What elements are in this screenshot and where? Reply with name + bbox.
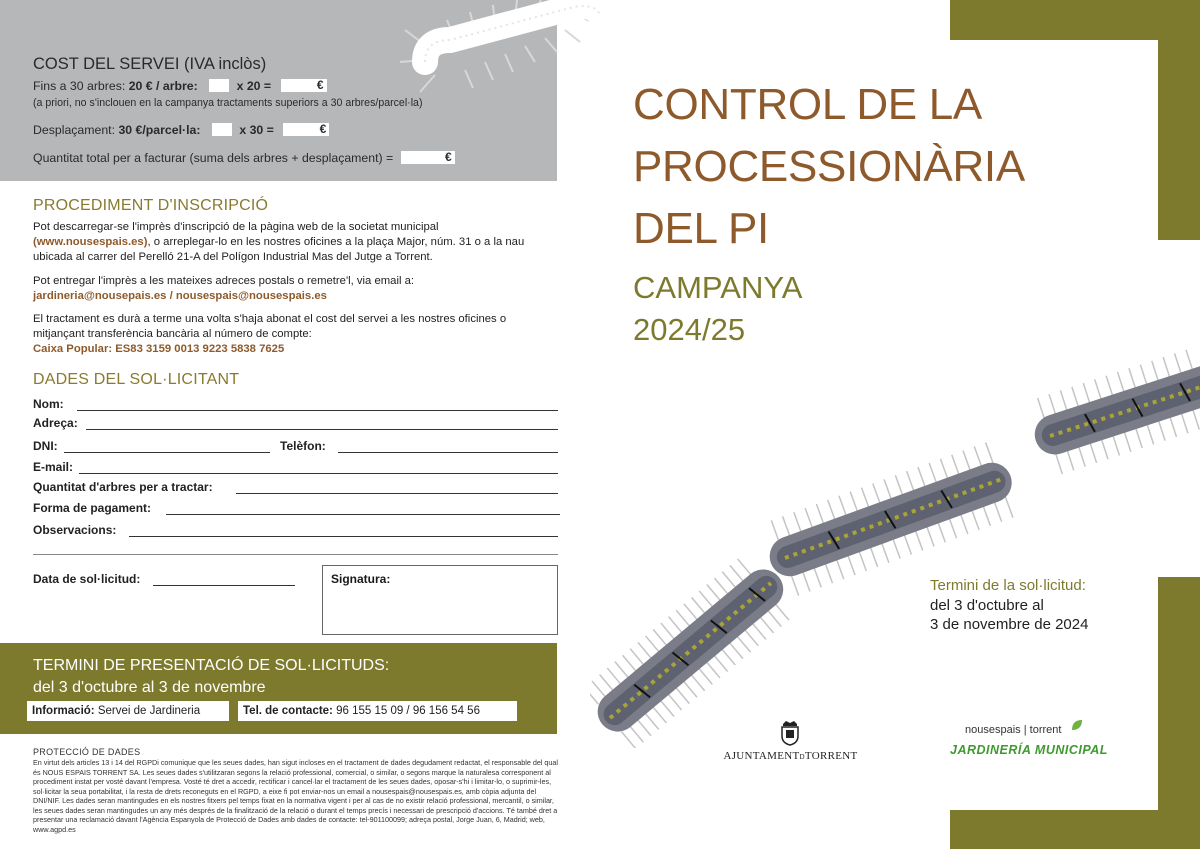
website-link[interactable]: (www.nousespais.es) [33,236,148,248]
ajuntament-logo [718,720,863,764]
quantitat-field[interactable] [236,493,558,494]
data-label: Data de sol·licitud: [33,572,141,586]
tel-box [238,701,517,721]
nousespais-wordmark [965,724,1061,736]
nousespais-logo [950,718,1110,768]
grand-total-field[interactable]: € [401,151,455,164]
cost-travel-price: 30 €/parcel·la: [118,123,201,137]
main-title-line1: CONTROL DE LA [633,80,982,129]
olive-frame-top [950,0,1200,40]
form-divider [33,554,558,555]
coat-of-arms-icon [780,720,800,746]
info-value: Servei de Jardineria [94,705,201,717]
nousespais-name: nousespais [965,724,1021,736]
cost-line-total [33,151,455,165]
observacions-field[interactable] [129,536,558,537]
tel-label: Tel. de contacte: [243,705,333,717]
signatura-label: Signatura: [331,572,391,586]
nousespais-city: torrent [1029,724,1062,736]
campanya-year: 2024/25 [633,312,746,347]
cost-title: COST DEL SERVEI (IVA inclòs) [33,55,267,73]
tel-value: 96 155 15 09 / 96 156 54 56 [332,705,480,717]
travel-total-field[interactable]: € [283,123,329,136]
cost-travel-label: Desplaçament: [33,123,119,137]
quantitat-label: Quantitat d'arbres per a tractar: [33,480,213,494]
olive-frame-bottom [950,810,1200,849]
procediment-p3-text: El tractament es durà a terme una volta s'haja abonat el cost del servei a les nostres oficines o mitjançant transferència bancària al número de compte: [33,313,507,340]
cost-trees-label: Fins a 30 arbres: [33,79,129,93]
data-field[interactable] [153,585,295,586]
cost-trees-price: 20 € / arbre: [128,79,198,93]
caterpillar-top-illustration [395,0,610,95]
dni-label: DNI: [33,439,58,453]
leaf-icon [1070,718,1084,732]
signatura-box[interactable] [322,565,558,635]
trees-count-field[interactable] [209,79,229,92]
cost-total-label: Quantitat total per a facturar (suma dels arbres + desplaçament) = [33,151,394,165]
adreca-field[interactable] [86,429,558,430]
procediment-p2 [33,274,558,304]
adreca-label: Adreça: [33,416,78,430]
info-label: Informació: [32,705,95,717]
telefon-label: Telèfon: [280,439,326,453]
main-title-line3: DEL PI [633,204,769,253]
olive-frame-top-side [1158,40,1200,240]
procediment-p1 [33,220,558,265]
cost-travel-mult: x 30 = [239,123,274,137]
campanya-label: CAMPANYA [633,270,803,305]
cost-trees-mult: x 20 = [236,79,272,93]
privacy-title: PROTECCIÓ DE DADES [33,747,141,757]
email-label: E-mail: [33,460,74,474]
procediment-p3 [33,312,558,357]
cost-note: (a priori, no s'inclouen en la campanya tractaments superiors a 30 arbres/parcel·la) [33,97,423,109]
jardineria-municipal: JARDINERÍA MUNICIPAL [950,743,1108,757]
parcels-count-field[interactable] [212,123,232,136]
caterpillar-illustration [590,318,1200,748]
ajuntament-word: AJUNTAMENT [723,750,800,762]
termini-band-dates: del 3 d'octubre al 3 de novembre [33,679,266,696]
nousespais-separator: | [1020,724,1030,736]
forma-label: Forma de pagament: [33,501,152,515]
observacions-label: Observacions: [33,523,117,537]
bank-account: Caixa Popular: ES83 3159 0013 9223 5838 7625 [33,343,285,355]
email-field[interactable] [79,473,558,474]
termini-cover-label: Termini de la sol·licitud: [930,577,1086,594]
trees-total-field[interactable]: € [281,79,327,92]
main-title-line2: PROCESSIONÀRIA [633,142,1025,191]
procediment-p2-text: Pot entregar l'imprès a les mateixes adreces postals o remetre'l, via email a: [33,275,415,287]
procediment-p1-text-b: , o arreplegar-lo en les nostres oficines a la plaça Major, núm. 31 o a la nau ubicada al carrer del Perelló 21-A del Polígon Industrial Mas del Jutge a Torrent. [33,236,525,263]
procediment-p1-text: Pot descarregar-se l'imprès d'inscripció de la pàgina web de la societat municipal [33,221,439,233]
ajuntament-label [718,750,863,762]
ajuntament-city: TORRENT [804,750,858,762]
cost-line-trees [33,79,327,93]
telefon-field[interactable] [338,452,558,453]
privacy-text: En virtut dels articles 13 i 14 del RGPDi comunique que les seues dades, han sigut incloses en el tractament de dades degudament redactat, el responsable del qual és NOUS ESPAIS TORRENT SA. Les seues dades s'utilitzaran segons la relació professional, comercial, o similar, o segons marque la naturalesa corresponent al procediment instat per vosté davant l'empresa. Vosté té dret a accedir, rectificar i cancel·lar el tractament de les seues dades, oposar-s'hi i limitar-lo, o suprimir-les, sol·licitar la seua portabilitat, i la resta de drets reconeguts en el RGPD, a eixe fi pot enviar-nos un email a nousespais@nousespais.es, amb còpia adjunta del DNI/NIF. Les dades seran mantingudes en els nostres fitxers pel temps fixat en la normativa vigent i per al cas de no existir relació professional, mercantil, o similar, les seues dades seran mantingudes un any més després de la finalització de la relació o durant el temps precís i necessari de prescripció d'accions. Té també dret a presentar una reclamació davant l'Agència Espanyola de Protecció de Dades amb dades de contacte: tel-901100099; adreça postal, Jorge Juan, 6, Madrid; web, www.agpd.es [33,758,559,834]
termini-cover-line1: del 3 d'octubre al [930,597,1044,614]
termini-cover-line2: 3 de novembre de 2024 [930,616,1089,633]
dades-title: DADES DEL SOL·LICITANT [33,371,240,388]
forma-field[interactable] [166,514,560,515]
cost-line-travel [33,123,329,137]
email-links[interactable]: jardineria@nousepais.es / nousespais@nousespais.es [33,290,327,302]
info-box [27,701,229,721]
dni-field[interactable] [64,452,270,453]
nom-field[interactable] [77,410,558,411]
ajuntament-de: D [799,753,805,761]
procediment-title: PROCEDIMENT D'INSCRIPCIÓ [33,197,269,214]
nom-label: Nom: [33,397,64,411]
termini-band-title: TERMINI DE PRESENTACIÓ DE SOL·LICITUDS: [33,657,390,674]
